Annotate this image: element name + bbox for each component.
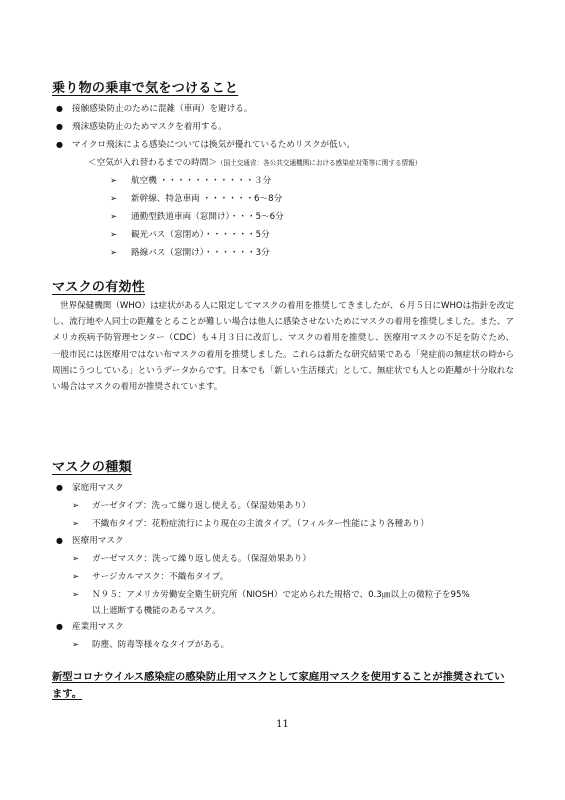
air-exchange-subheading [88, 157, 421, 169]
list-item: 観光バス（窓閉め）・・・・・・5分 [131, 230, 270, 240]
arrow-icon: ➢ [72, 572, 80, 582]
list-item: ガーゼタイプ：洗って繰り返し使える。（保湿効果あり） [92, 501, 311, 511]
list-item: 不織布タイプ：花粉症流行により現在の主流タイプ。（フィルター性能により各種あり） [92, 519, 429, 529]
list-item: 産業用マスク [72, 622, 124, 632]
bullet-icon: ● [56, 140, 63, 149]
list-item: ガーゼマスク：洗って繰り返し使える。（保湿効果あり） [92, 554, 311, 564]
arrow-icon: ➢ [72, 590, 80, 600]
list-item: マイクロ飛沫による感染については換気が優れているためリスクが低い。 [72, 140, 355, 150]
arrow-icon: ➢ [72, 640, 80, 650]
list-item: 路線バス（窓開け）・・・・・・3分 [131, 248, 270, 258]
subheading-label: ＜空気が入れ替わるまでの時間＞ [88, 158, 217, 168]
section-heading-mask-types: マスクの種類 [52, 460, 132, 475]
arrow-icon: ➢ [110, 176, 118, 186]
closing-statement: 新型コロナウイルス感染症の感染防止用マスクとして家庭用マスクを使用することが推奨されています。 [52, 671, 505, 700]
list-item: 飛沫感染防止のためマスクを着用する。 [72, 122, 227, 132]
list-item: 新幹線、特急車両 ・・・・・・6～8分 [131, 194, 283, 204]
section-heading-vehicle: 乗り物の乗車で気をつけること [52, 81, 239, 96]
list-item: Ｎ９５：アメリカ労働安全衛生研究所（NIOSH）で定められた規格で、0.3㎛以上の微粒子を95% [92, 590, 470, 600]
page-number: 11 [276, 719, 289, 730]
list-item: 接触感染防止のために混雑（車両）を避ける。 [72, 104, 253, 114]
bullet-icon: ● [56, 483, 63, 492]
list-item: サージカルマスク：不織布タイプ。 [92, 572, 229, 582]
arrow-icon: ➢ [72, 501, 80, 511]
list-item: 通勤型鉄道車両（窓開け）・・・5～6分 [131, 212, 284, 222]
source-note: （国土交通省：各公共交通機関における感染症対策等に関する情報） [216, 159, 422, 167]
bullet-icon: ● [56, 104, 63, 113]
arrow-icon: ➢ [110, 212, 118, 222]
list-item-continuation: 以上遮断する機能のあるマスク。 [92, 606, 221, 616]
arrow-icon: ➢ [110, 248, 118, 258]
bullet-icon: ● [56, 536, 63, 545]
list-item: 航空機 ・・・・・・・・・・・３分 [131, 176, 272, 186]
arrow-icon: ➢ [110, 230, 118, 240]
list-item: 防塵、防毒等様々なタイプがある。 [92, 640, 230, 650]
arrow-icon: ➢ [72, 519, 80, 529]
list-item: 家庭用マスク [72, 483, 124, 493]
effectiveness-paragraph: 世界保健機関（WHO）は症状がある人に限定してマスクの着用を推奨してきましたが、６月５日にWHOは指針を改定し、流行地や人同士の距離をとることが難しい場合は他人に感染させないためにマスクの着用を推奨しました。また、アメリカ疾病予防管理センター（CDC）も４月３日に改訂し、マスクの着用を推奨し、医療用マスクの不足を防ぐため、一般市民には医療用ではない布マスクの着用を推奨しました。これらは新たな研究結果である「発症前の無症状の時から周囲にうつしている」というデータからです。日本でも「新しい生活様式」として、無症状でも人との距離が十分取れない場合はマスクの着用が推奨されています。 [52, 301, 514, 393]
arrow-icon: ➢ [72, 554, 80, 564]
bullet-icon: ● [56, 622, 63, 631]
list-item: 医療用マスク [72, 536, 124, 546]
arrow-icon: ➢ [110, 194, 118, 204]
bullet-icon: ● [56, 122, 63, 131]
section-heading-mask-effectiveness: マスクの有効性 [52, 280, 146, 295]
